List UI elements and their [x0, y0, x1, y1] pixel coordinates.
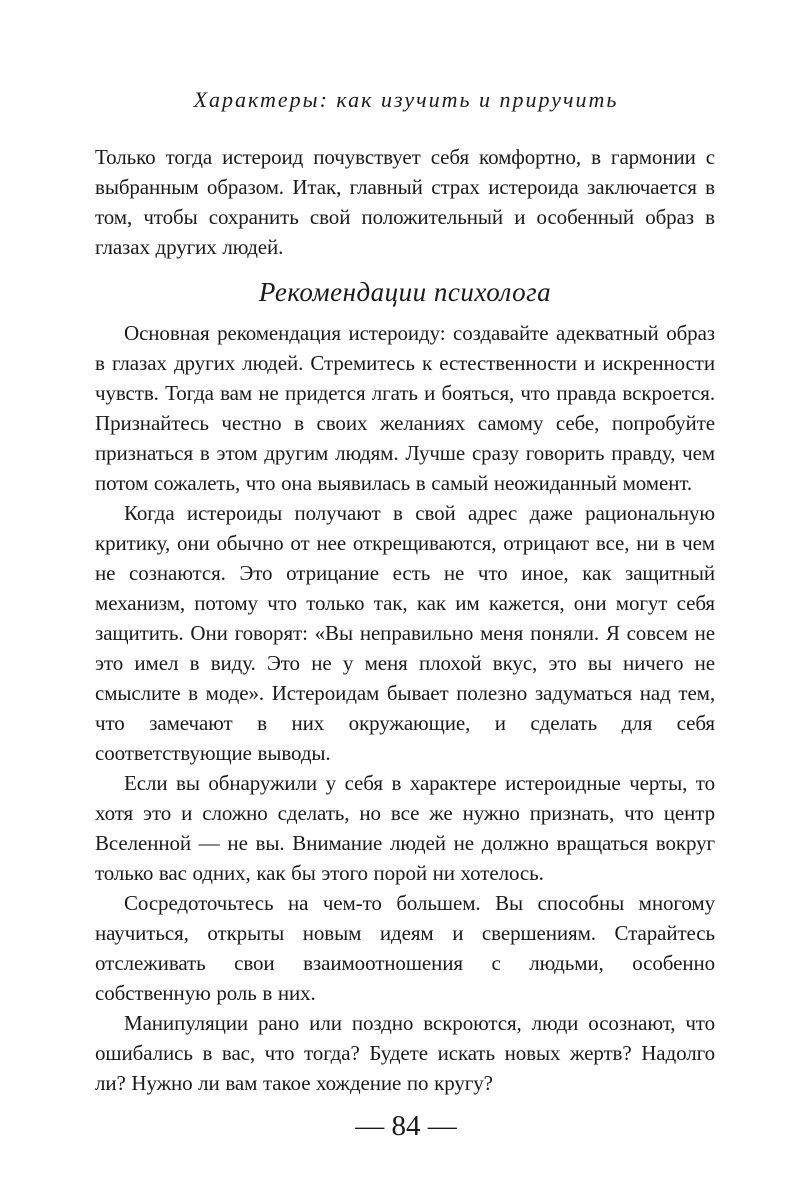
paragraph-4: Если вы обнаружили у себя в характере истероидные черты, то хотя это и сложно сделать, но все же нужно признать, что центр Вселенной — не вы. Внимание людей не должно вращаться вокруг только вас одних, как бы этого порой ни хотелось. [95, 771, 715, 885]
paragraph-6: Манипуляции рано или поздно вскроются, люди осознают, что ошибались в вас, что тогда? Будете искать новых жертв? Надолго ли? Нужно ли вам такое хождение по кругу? [95, 1011, 715, 1095]
section-heading: Рекомендации психолога [258, 277, 552, 307]
paragraph-1: Только тогда истероид почувствует себя комфортно, в гармонии с выбранным образом. Итак, главный страх истероида заключается в том, чтобы сохранить свой положительный и особенный образ в глазах других людей. [95, 145, 715, 259]
text-block [95, 142, 715, 1098]
paragraph-2: Основная рекомендация истероиду: создавайте адекватный образ в глазах других людей. Стремитесь к естественности и искренности чувств. Тогда вам не придется лгать и бояться, что правда вскроется. Признайтесь честно в своих желаниях самому себе, попробуйте признаться в этом другим людям. Лучше сразу говорить правду, чем потом сожалеть, что она выявилась в самый неожиданный момент. [95, 321, 715, 495]
paragraph-3: Когда истероиды получают в свой адрес даже рациональную критику, они обычно от нее открещиваются, отрицают все, ни в чем не сознаются. Это отрицание есть не что иное, как защитный механизм, потому что только так, как им кажется, они могут себя защитить. Они говорят: «Вы неправильно меня поняли. Я совсем не это имел в виду. Это не у меня плохой вкус, это вы ничего не смыслите в моде». Истероидам бывает полезно задуматься над тем, что замечают в них окружающие, и сделать для себя соответствующие выводы. [95, 501, 715, 765]
page-number: — 84 — [355, 1110, 457, 1142]
running-title: Характеры: как изучить и приручить [193, 87, 619, 112]
paragraph-5: Сосредоточьтесь на чем-то большем. Вы способны многому научиться, открыты новым идеям и свершениям. Старайтесь отслеживать свои взаимоотношения с людьми, особенно собственную роль в них. [95, 891, 715, 1005]
